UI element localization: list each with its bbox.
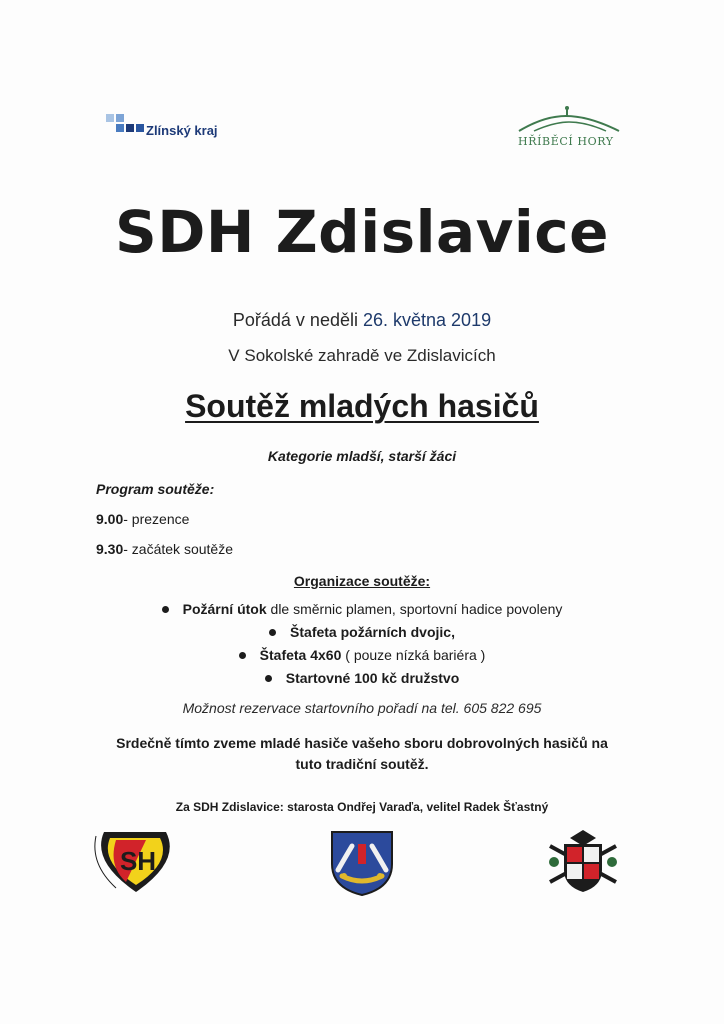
page-title: SDH Zdislavice [114, 198, 610, 266]
organization-item-rest: ( pouze nízká bariéra ) [341, 647, 486, 663]
sh-cms-emblem [86, 826, 186, 896]
zdislavice-coat-of-arms [328, 828, 396, 898]
organization-item-bold: Štafeta požárních dvojic, [290, 624, 455, 640]
event-date: 26. května 2019 [362, 310, 492, 330]
reservation-note: Možnost rezervace startovního pořadí na tel. 605 822 695 [182, 700, 542, 716]
program-time: 9.00 [96, 511, 124, 527]
zlinsky-kraj-logo [106, 114, 226, 136]
organization-label [0, 573, 724, 589]
program-time: 9.30 [96, 541, 124, 557]
event-title [0, 388, 724, 425]
logo-square [126, 124, 134, 132]
logo-square [106, 114, 114, 122]
organization-item-rest: dle směrnic plamen, sportovní hadice povoleny [266, 601, 563, 617]
bullet-icon [162, 606, 169, 613]
organization-item [0, 601, 724, 617]
event-date-line [0, 310, 724, 331]
organization-label-text: Organizace soutěže: [293, 573, 431, 589]
event-title-text: Soutěž mladých hasičů [185, 388, 539, 424]
program-item [96, 511, 189, 527]
category-line: Kategorie mladší, starší žáci [267, 448, 457, 464]
invitation [0, 733, 724, 775]
program-text: - začátek soutěže [123, 541, 233, 557]
program-item [96, 541, 233, 557]
program-label: Program soutěže: [96, 481, 215, 497]
invitation-line: tuto tradiční soutěž. [295, 756, 429, 772]
sh-emblem-letters: SH [119, 846, 157, 876]
zlinsky-kraj-label: Zlínský kraj [146, 123, 218, 138]
date-prefix: Pořádá v neděli [232, 310, 363, 330]
organization-item-bold: Štafeta 4x60 [259, 647, 342, 663]
organization-item [0, 624, 724, 640]
fire-brigade-icon [544, 826, 622, 896]
hribeci-hory-label: HŘÍBĚCÍ HORY [518, 135, 614, 148]
organization-item [0, 670, 724, 686]
hill-icon [514, 104, 624, 134]
event-place: V Sokolské zahradě ve Zdislavicích [228, 346, 496, 365]
organization-item [0, 647, 724, 663]
bullet-icon [239, 652, 246, 659]
bullet-icon [265, 675, 272, 682]
logo-square [116, 124, 124, 132]
signature: Za SDH Zdislavice: starosta Ondřej Varaďa, velitel Radek Šťastný [175, 800, 549, 814]
logo-square [136, 124, 144, 132]
hribeci-hory-logo [514, 104, 624, 150]
invitation-line: Srdečně tímto zveme mladé hasiče vašeho sboru dobrovolných hasičů na [116, 735, 608, 751]
logo-square [116, 114, 124, 122]
coat-of-arms-icon [328, 828, 396, 898]
bullet-icon [269, 629, 276, 636]
organization-item-bold: Požární útok [182, 601, 267, 617]
organization-item-bold: Startovné 100 kč družstvo [285, 670, 460, 686]
sh-emblem-icon [86, 826, 186, 896]
fire-brigade-emblem [544, 826, 622, 896]
program-text: - prezence [123, 511, 190, 527]
